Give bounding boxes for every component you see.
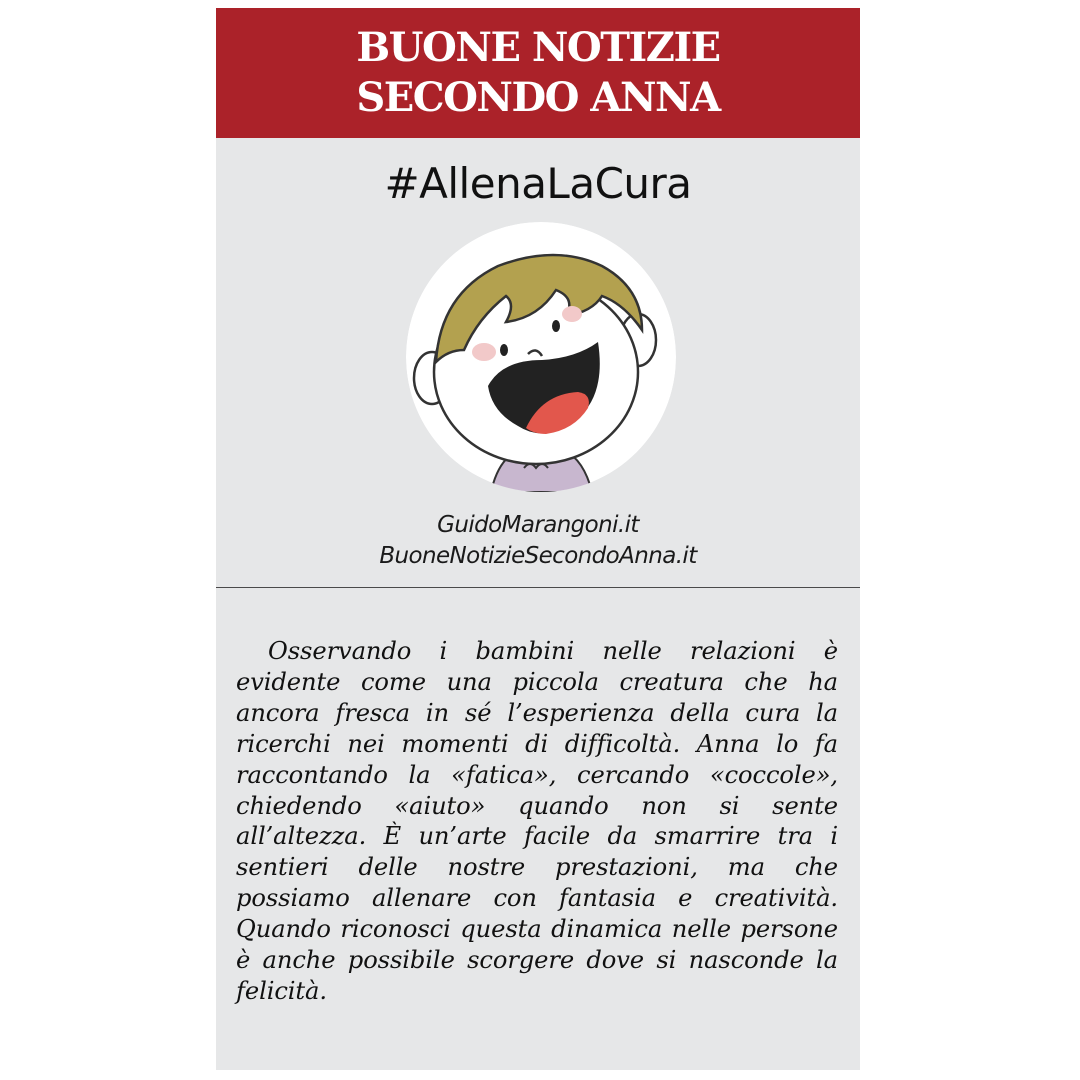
column-banner (216, 8, 860, 138)
hashtag-title: #AllenaLaCura (384, 159, 692, 208)
news-column-card (216, 8, 860, 1070)
article-body: Osservando i bambini nelle relazioni è evidente come una piccola creatura che ha ancora fresca in sé l’esperienza della cura la ricerchi nei momenti di difficoltà. Anna lo fa raccontando la «fatica», cercando «coccole», chiedendo «aiuto» quando non si sente all’altezza. È un’arte facile da smarrire tra i sentieri delle nostre prestazioni, ma che possiamo allenare con fantasia e creatività. Quando riconosci questa dinamica nelle persone è anche possibile scorgere dove si nasconde la felicità. (236, 637, 838, 1005)
section-divider (216, 587, 860, 588)
website-link-buone-notizie[interactable]: BuoneNotizieSecondoAnna.it (379, 543, 697, 569)
banner-title-line-2: SECONDO ANNA (356, 74, 720, 121)
banner-title-line-1: BUONE NOTIZIE (356, 24, 720, 71)
laughing-child-icon (406, 222, 676, 492)
author-links (216, 510, 860, 572)
website-link-guido[interactable]: GuidoMarangoni.it (437, 512, 639, 538)
